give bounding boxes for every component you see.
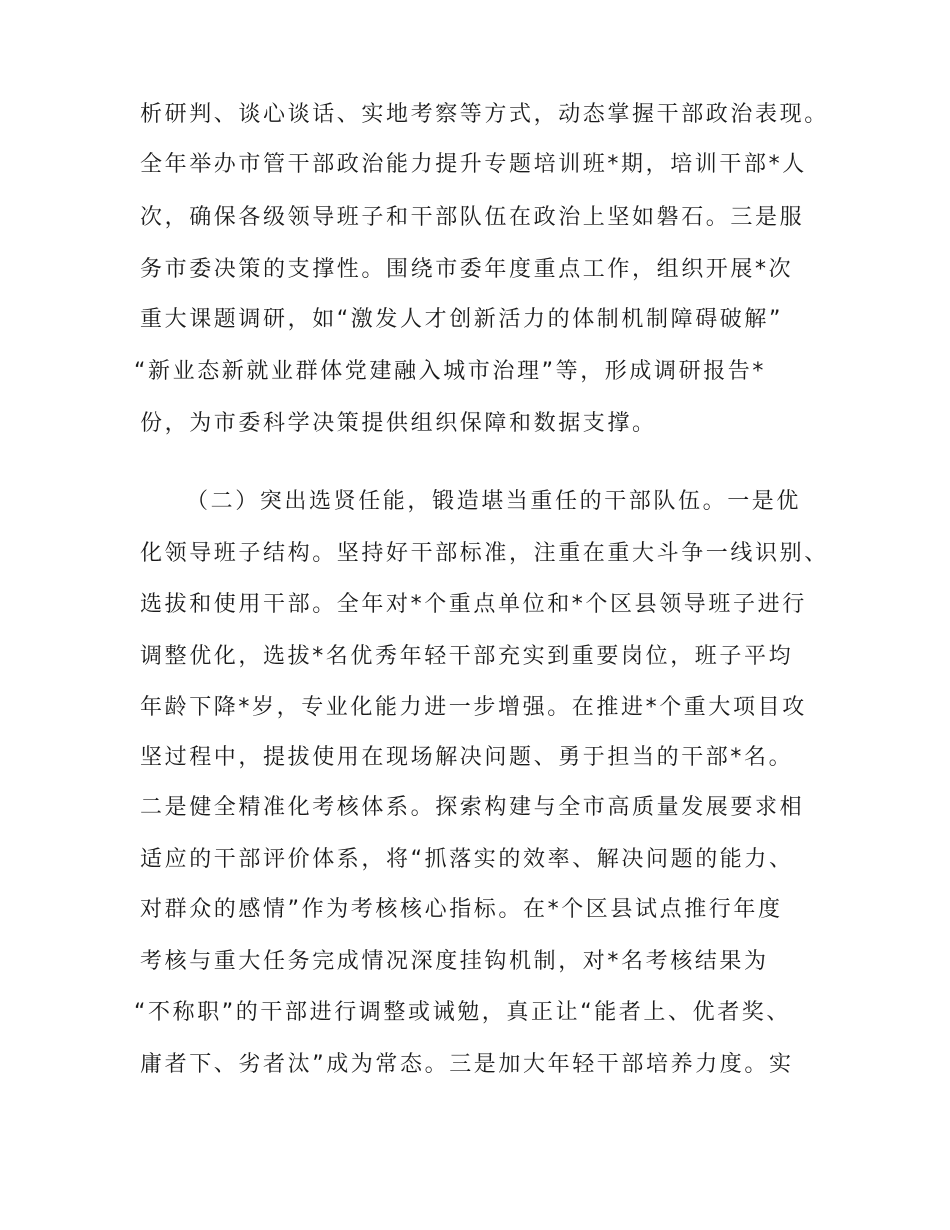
text-line: 次，确保各级领导班子和干部队伍在政治上坚如磐石。三是服 <box>140 205 805 230</box>
text-line: 调整优化，选拔*名优秀年轻干部充实到重要岗位，班子平均 <box>140 644 794 669</box>
text-line: 适应的干部评价体系，将“抓落实的效率、解决问题的能力、 <box>140 847 794 872</box>
text-line: 坚过程中，提拔使用在现场解决问题、勇于担当的干部*名。 <box>140 745 794 770</box>
text-line: 化领导班子结构。坚持好干部标准，注重在重大斗争一线识别、 <box>140 541 829 566</box>
text-line: 对群众的感情”作为考核核心指标。在*个区县试点推行年度 <box>140 897 783 922</box>
text-line: 年龄下降*岁，专业化能力进一步增强。在推进*个重大项目攻 <box>140 695 807 720</box>
text-line: “新业态新就业群体党建融入城市治理”等，形成调研报告* <box>134 359 766 384</box>
section-heading-line: （二）突出选贤任能，锻造堪当重任的干部队伍。一是优 <box>186 489 802 514</box>
text-line: 全年举办市管干部政治能力提升专题培训班*期，培训干部*人 <box>140 152 807 177</box>
text-line: 庸者下、劣者汰”成为常态。三是加大年轻干部培养力度。实 <box>140 1052 794 1077</box>
text-line: 析研判、谈心谈话、实地考察等方式，动态掌握干部政治表现。 <box>140 102 829 127</box>
text-line: 二是健全精准化考核体系。探索构建与全市高质量发展要求相 <box>140 795 805 820</box>
text-line: 选拔和使用干部。全年对*个重点单位和*个区县领导班子进行 <box>140 592 807 617</box>
text-line: “不称职”的干部进行调整或诫勉，真正让“能者上、优者奖、 <box>134 1000 791 1025</box>
text-line: 考核与重大任务完成情况深度挂钩机制，对*名考核结果为 <box>140 949 769 974</box>
text-line: 重大课题调研，如“激发人才创新活力的体制机制障碍破解” <box>140 307 783 332</box>
text-line: 务市委决策的支撑性。围绕市委年度重点工作，组织开展*次 <box>140 257 794 282</box>
text-line: 份，为市委科学决策提供组织保障和数据支撑。 <box>140 411 657 436</box>
